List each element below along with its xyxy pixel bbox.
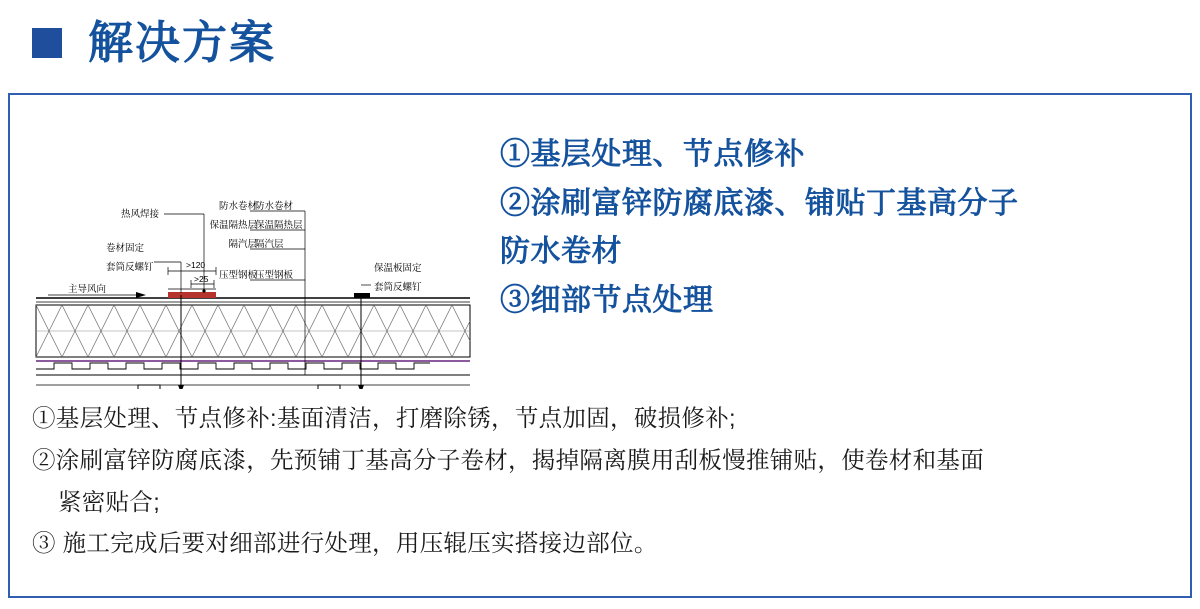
label-hot-air-welding: 热风焊接 (121, 209, 160, 220)
label-main-wind-direction: 主导风向 (68, 284, 107, 295)
label-insulation-board-fixing: 保温板固定 (374, 263, 422, 274)
roof-detail-diagram (18, 99, 488, 389)
label-sleeve-screw-1: 套筒反螺钉 (106, 262, 154, 273)
content-panel (8, 93, 1192, 598)
solution-point-3: ③细部节点处理 (500, 283, 714, 317)
page-title: 解决方案 (88, 16, 277, 68)
label-steel-plate-text: 压型钢板 (255, 270, 294, 281)
solution-point-2: ②涂刷富锌防腐底漆、铺贴丁基高分子 (500, 186, 1019, 220)
slide-header (0, 0, 1200, 82)
label-waterproof-membrane-text: 防水卷材 (255, 201, 294, 212)
label-membrane-fixing: 卷材固定 (106, 243, 145, 254)
detail-line-2-cont: 紧密贴合; (58, 488, 161, 515)
label-sleeve-screw-2: 套筒反螺钉 (374, 282, 422, 293)
detail-line-3: ③ 施工完成后要对细部进行处理，用压辊压实搭接边部位。 (32, 530, 658, 557)
solution-point-2-cont: 防水卷材 (500, 235, 622, 269)
solution-points-list (500, 131, 1185, 325)
svg-text:>120: >120 (186, 260, 206, 270)
top-area (10, 95, 1190, 395)
label-vapor-barrier: 隔汽层 (228, 239, 257, 250)
solution-point-1: ①基层处理、节点修补 (500, 138, 805, 171)
detail-line-1: ①基层处理、节点修补:基面清洁，打磨除锈，节点加固，破损修补; (32, 405, 736, 431)
detail-line-2: ②涂刷富锌防腐底漆，先预铺丁基高分子卷材，揭掉隔离膜用刮板慢推铺贴，使卷材和基面 (32, 446, 984, 473)
svg-text:>25: >25 (194, 274, 209, 284)
label-vapor-barrier-text: 隔汽层 (255, 239, 284, 250)
label-insulation-layer: 保温隔热层 (209, 220, 257, 231)
label-waterproof-membrane: 防水卷材 (218, 201, 257, 212)
header-bullet-icon (32, 28, 62, 58)
label-steel-plate: 压型钢板 (218, 270, 257, 281)
solution-details (32, 398, 1172, 565)
label-insulation-layer-text: 保温隔热层 (255, 220, 303, 231)
